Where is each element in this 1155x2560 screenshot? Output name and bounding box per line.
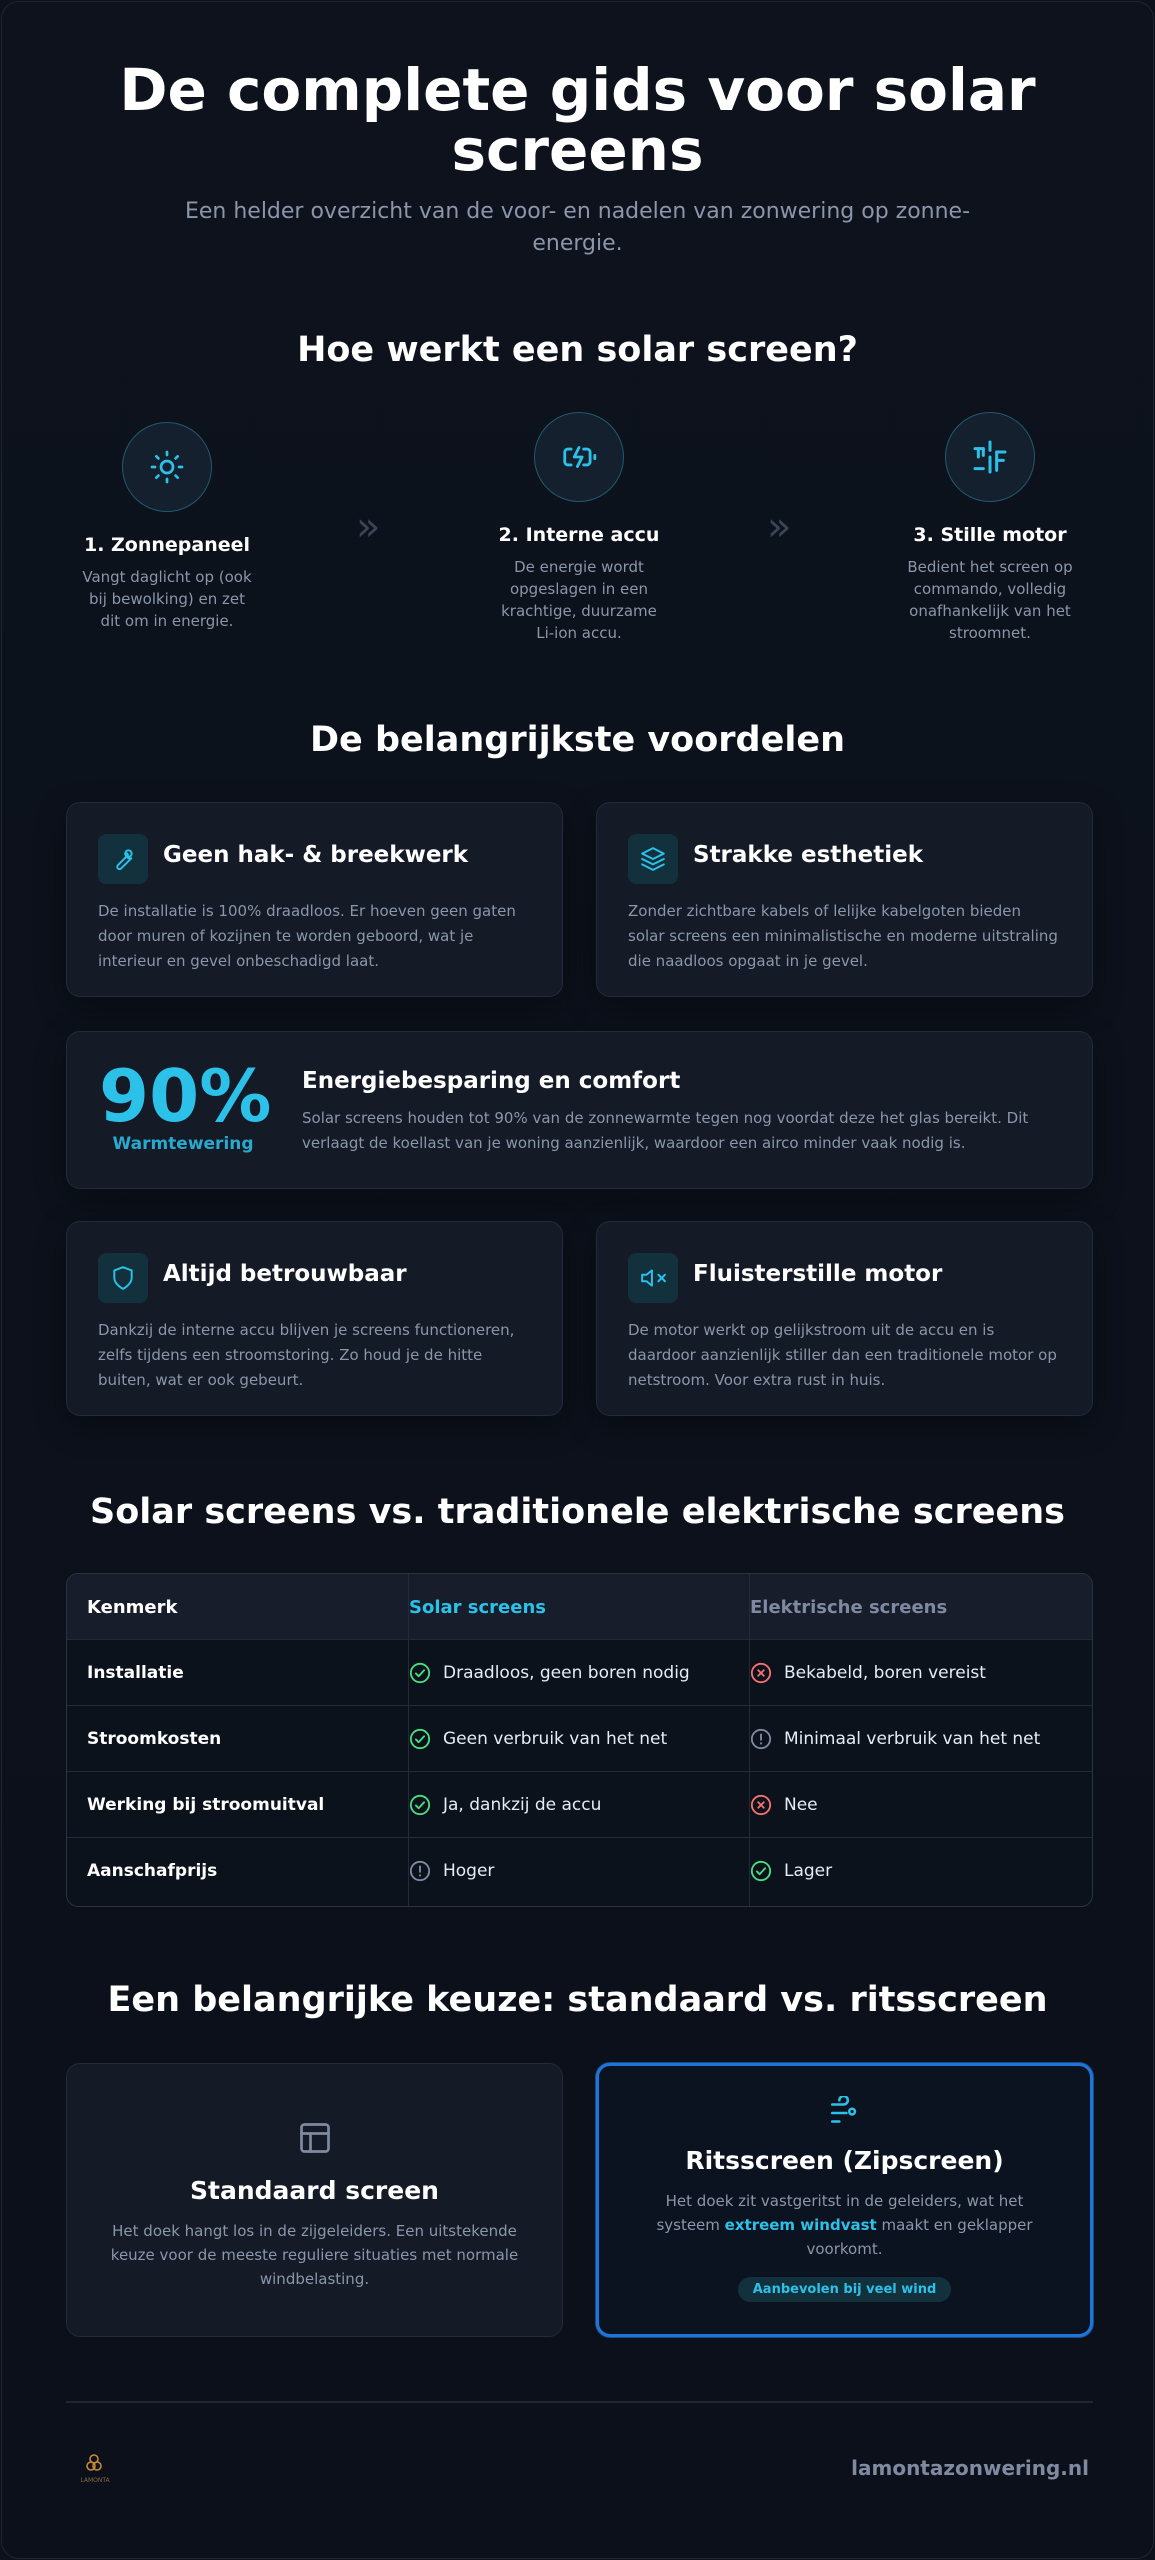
svg-text:LAMONTA: LAMONTA: [80, 2477, 110, 2484]
step-silent-motor: [890, 412, 1090, 644]
benefit-card-silent-motor: [596, 1221, 1093, 1416]
card-desc: De installatie is 100% draadloos. Er hoeven geen gaten door muren of kozijnen te worden geboord, wat je interieur en gevel onbeschadigd laat.: [98, 902, 516, 970]
table-cell-solar: [409, 1640, 749, 1706]
benefits-section-title: De belangrijkste voordelen: [310, 720, 845, 760]
card-title: Altijd betrouwbaar: [163, 1261, 407, 1287]
sun-icon: [122, 422, 212, 512]
info-icon: [750, 1728, 784, 1750]
step-desc: De energie wordt opgeslagen in een krachtige, duurzame Li-ion accu.: [501, 558, 657, 642]
benefit-card-aesthetics: [596, 802, 1093, 997]
layers-icon: [628, 834, 678, 884]
step-title: 2. Interne accu: [498, 524, 660, 546]
card-title: Strakke esthetiek: [693, 842, 924, 868]
motor-icon: [945, 412, 1035, 502]
card-desc: Zonder zichtbare kabels of lelijke kabelgoten bieden solar screens een minimalistische en moderne uitstraling die naadloos opgaat in je gevel.: [628, 902, 1058, 970]
table-row: [67, 1838, 1092, 1904]
choice-desc-text: Het doek zit vastgeritst in de geleiders, wat het systeem: [656, 2192, 1024, 2234]
step-title: 1. Zonnepaneel: [83, 534, 251, 556]
card-desc: De motor werkt op gelijkstroom uit de accu en is daardoor aanzienlijk stiller dan een traditionele motor op netstroom. Voor extra rust in huis.: [628, 1321, 1057, 1389]
stat-card-energy-saving: [66, 1031, 1093, 1189]
step-title: 3. Stille motor: [913, 524, 1067, 546]
check-icon: [409, 1728, 443, 1750]
choice-desc: [649, 2189, 1040, 2261]
stat-value: 90%: [99, 1054, 272, 1138]
check-icon: [409, 1662, 443, 1684]
stat-label: Warmtewering: [112, 1134, 254, 1154]
table-header-electric: Elektrische screens: [750, 1596, 948, 1618]
step-internal-battery: [479, 412, 679, 644]
comparison-section-title: Solar screens vs. traditionele elektrische screens: [90, 1492, 1065, 1532]
table-cell-text: Ja, dankzij de accu: [443, 1795, 602, 1815]
table-cell-text: Hoger: [443, 1861, 495, 1881]
benefit-card-no-drilling: [66, 802, 563, 997]
recommended-badge: Aanbevolen bij veel wind: [738, 2277, 952, 2302]
step-desc: Vangt daglicht op (ook bij bewolking) en zet dit om in energie.: [82, 568, 252, 630]
page-subtitle: Een helder overzicht van de voor- en nadelen van zonwering op zonne-energie.: [184, 199, 971, 256]
table-cell-text: Lager: [784, 1861, 833, 1881]
footer-website-link[interactable]: lamontazonwering.nl: [851, 2456, 1089, 2480]
check-icon: [750, 1860, 784, 1882]
table-cell-text: Draadloos, geen boren nodig: [443, 1663, 690, 1683]
table-header-row: [67, 1574, 1092, 1640]
choice-desc-text: maakt en geklapper voorkomt.: [806, 2216, 1033, 2258]
table-row: [67, 1640, 1092, 1706]
choice-desc: Het doek hangt los in de zijgeleiders. Een uitstekende keuze voor de meeste reguliere situaties met normale windbelasting.: [110, 2222, 519, 2288]
table-cell-text: Minimaal verbruik van het net: [784, 1729, 1041, 1749]
speaker-mute-icon: [628, 1253, 678, 1303]
chevrons-right-icon: »: [356, 504, 381, 550]
chevrons-right-icon: »: [767, 504, 792, 550]
table-cell-electric: [750, 1838, 1090, 1904]
table-cell-electric: [750, 1706, 1090, 1772]
comparison-table: [66, 1573, 1093, 1907]
table-cell-feature: Aanschafprijs: [87, 1861, 218, 1881]
table-cell-text: Bekabeld, boren vereist: [784, 1663, 986, 1683]
cross-icon: [750, 1662, 784, 1684]
table-header-feature: Kenmerk: [87, 1596, 178, 1618]
brand-logo: [70, 2449, 120, 2489]
standard-screen-card: [66, 2063, 563, 2337]
how-section-title: Hoe werkt een solar screen?: [297, 330, 858, 370]
table-header-solar: Solar screens: [409, 1596, 546, 1618]
shield-icon: [98, 1253, 148, 1303]
wind-icon: [599, 2096, 1090, 2134]
stat-desc: Solar screens houden tot 90% van de zonnewarmte tegen nog voordat deze het glas bereikt. Dit verlaagt de koellast van je woning aanzienlijk, waardoor een airco minder vaak nodig is.: [302, 1109, 1029, 1152]
table-cell-feature: Werking bij stroomuitval: [87, 1795, 325, 1815]
layout-icon: [67, 2120, 562, 2160]
cross-icon: [750, 1794, 784, 1816]
page-title: De complete gids voor solar screens: [119, 56, 1036, 184]
table-cell-feature: Installatie: [87, 1663, 184, 1683]
column-divider: [749, 1574, 750, 1906]
table-cell-text: Nee: [784, 1795, 818, 1815]
battery-charging-icon: [534, 412, 624, 502]
choice-title: Standaard screen: [190, 2176, 439, 2205]
stat-title: Energiebesparing en comfort: [302, 1068, 681, 1094]
choice-section-title: Een belangrijke keuze: standaard vs. ritsscreen: [107, 1980, 1048, 2020]
footer-divider: [66, 2401, 1093, 2403]
table-cell-electric: [750, 1640, 1090, 1706]
table-row: [67, 1706, 1092, 1772]
card-title: Fluisterstille motor: [693, 1261, 943, 1287]
column-divider: [408, 1574, 409, 1906]
choice-title: Ritsscreen (Zipscreen): [685, 2146, 1004, 2175]
step-desc: Bedient het screen op commando, volledig onafhankelijk van het stroomnet.: [907, 558, 1073, 642]
info-icon: [409, 1860, 443, 1882]
page-frame: [1, 1, 1154, 2559]
choice-desc-highlight: extreem windvast: [724, 2216, 877, 2234]
check-icon: [409, 1794, 443, 1816]
wrench-icon: [98, 834, 148, 884]
card-desc: Dankzij de interne accu blijven je screens functioneren, zelfs tijdens een stroomstoring. Zo houd je de hitte buiten, wat er ook gebeurt.: [98, 1321, 515, 1389]
benefit-card-reliable: [66, 1221, 563, 1416]
table-cell-electric: [750, 1772, 1090, 1838]
table-cell-text: Geen verbruik van het net: [443, 1729, 668, 1749]
table-cell-solar: [409, 1772, 749, 1838]
step-solar-panel: [67, 422, 267, 632]
zip-screen-card: [596, 2063, 1093, 2337]
table-row: [67, 1772, 1092, 1838]
table-cell-feature: Stroomkosten: [87, 1729, 222, 1749]
table-cell-solar: [409, 1706, 749, 1772]
card-title: Geen hak- & breekwerk: [163, 842, 469, 868]
table-cell-solar: [409, 1838, 749, 1904]
